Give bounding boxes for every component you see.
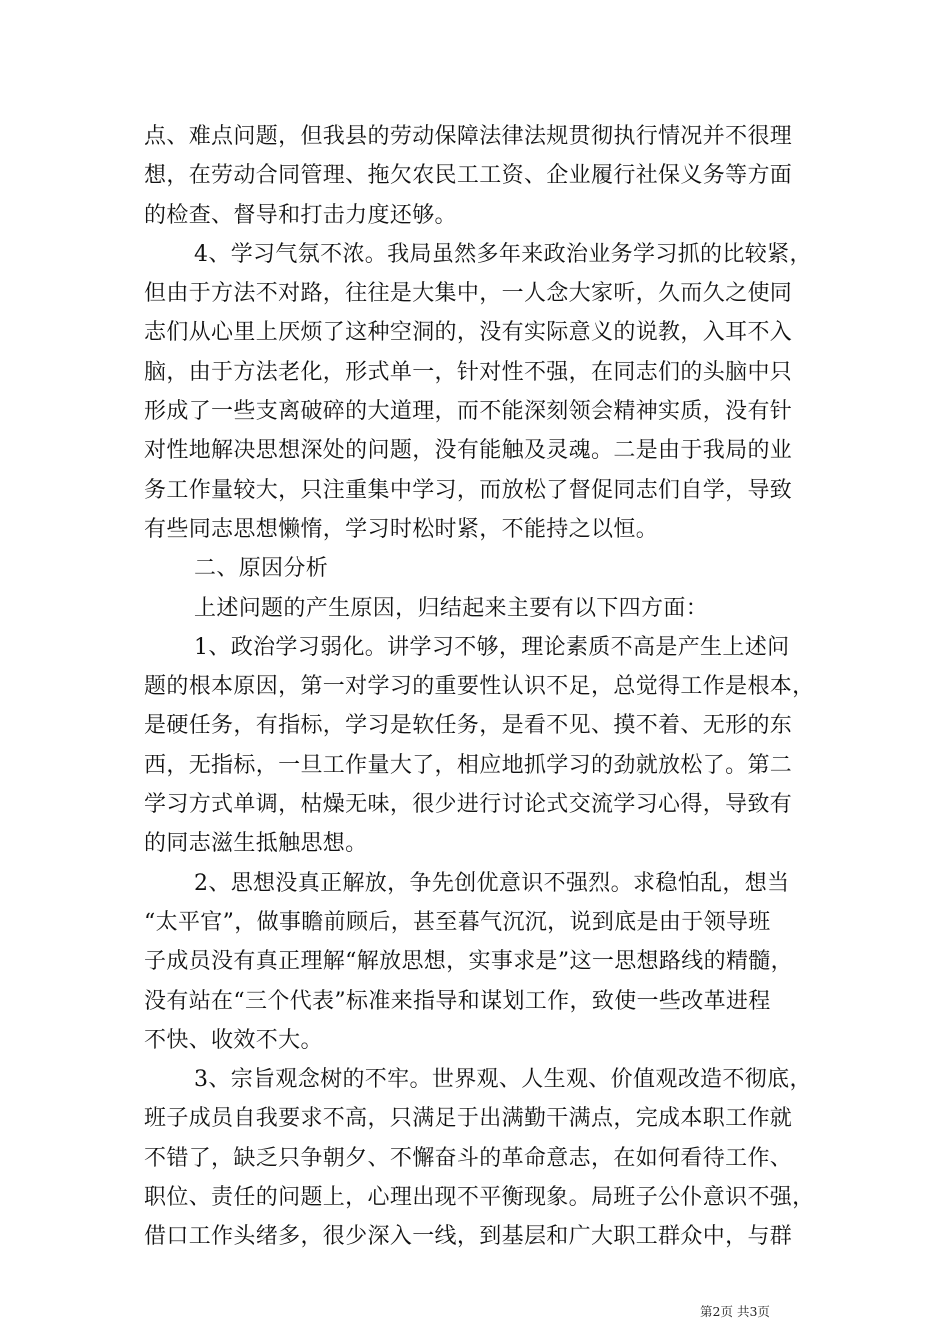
text-line: 不快、收效不大。 bbox=[144, 1027, 323, 1053]
text-line: 但由于方法不对路，往往是大集中，一人念大家听，久而久之使同 bbox=[144, 281, 793, 307]
text-line: 二、原因分析 bbox=[194, 556, 329, 582]
text-line: 是硬任务，有指标，学习是软任务，是看不见、摸不着、无形的东 bbox=[144, 713, 793, 739]
text-line: 题的根本原因，第一对学习的重要性认识不足，总觉得工作是根本， bbox=[144, 674, 815, 700]
document-body bbox=[144, 117, 815, 1257]
text-line: 志们从心里上厌烦了这种空洞的，没有实际意义的说教，入耳不入 bbox=[144, 320, 793, 346]
text-line: 点、难点问题，但我县的劳动保障法律法规贯彻执行情况并不很理 bbox=[144, 124, 793, 149]
text-line: 上述问题的产生原因，归结起来主要有以下四方面： bbox=[194, 595, 709, 621]
footer-total-pages: 3 bbox=[749, 1304, 758, 1319]
page-footer bbox=[700, 1302, 820, 1320]
text-line: 不错了，缺乏只争朝夕、不懈奋斗的革命意志，在如何看待工作、 bbox=[144, 1145, 793, 1171]
text-line: 的检查、督导和打击力度还够。 bbox=[144, 202, 457, 228]
text-line: 班子成员自我要求不高，只满足于出满勤干满点，完成本职工作就 bbox=[144, 1106, 793, 1132]
footer-middle: 页 共 bbox=[720, 1304, 750, 1319]
text-line: 有些同志思想懒惰，学习时松时紧，不能持之以恒。 bbox=[144, 516, 659, 542]
text-line: 务工作量较大，只注重集中学习，而放松了督促同志们自学，导致 bbox=[144, 477, 793, 503]
text-line: 想，在劳动合同管理、拖欠农民工工资、企业履行社保义务等方面 bbox=[144, 163, 793, 189]
text-line: 3、宗旨观念树的不牢。世界观、人生观、价值观改造不彻底， bbox=[194, 1067, 812, 1093]
text-line: 脑，由于方法老化，形式单一，针对性不强，在同志们的头脑中只 bbox=[144, 359, 793, 385]
text-line: 没有站在“三个代表”标准来指导和谋划工作，致使一些改革进程 bbox=[144, 988, 771, 1014]
text-line: 西，无指标，一旦工作量大了，相应地抓学习的劲就放松了。第二 bbox=[144, 752, 793, 778]
text-line: 对性地解决思想深处的问题，没有能触及灵魂。二是由于我局的业 bbox=[144, 438, 793, 464]
text-line: 子成员没有真正理解“解放思想，实事求是”这一思想路线的精髓， bbox=[144, 949, 793, 975]
text-line: 职位、责任的问题上，心理出现不平衡现象。局班子公仆意识不强， bbox=[144, 1185, 815, 1211]
footer-page-number: 2 bbox=[712, 1304, 721, 1319]
text-line: 学习方式单调，枯燥无味，很少进行讨论式交流学习心得，导致有 bbox=[144, 792, 793, 818]
text-line: “太平官”，做事瞻前顾后，甚至暮气沉沉，说到底是由于领导班 bbox=[144, 909, 771, 935]
text-line: 形成了一些支离破碎的大道理，而不能深刻领会精神实质，没有针 bbox=[144, 399, 793, 425]
text-line: 的同志滋生抵触思想。 bbox=[144, 831, 368, 857]
footer-prefix: 第 bbox=[700, 1304, 713, 1319]
text-line: 借口工作头绪多，很少深入一线，到基层和广大职工群众中，与群 bbox=[144, 1224, 793, 1250]
text-line: 1、政治学习弱化。讲学习不够，理论素质不高是产生上述问 bbox=[194, 634, 790, 660]
text-line: 2、思想没真正解放，争先创优意识不强烈。求稳怕乱，想当 bbox=[194, 870, 790, 896]
text-line: 4、学习气氛不浓。我局虽然多年来政治业务学习抓的比较紧， bbox=[194, 241, 812, 267]
footer-suffix: 页 bbox=[757, 1304, 770, 1319]
